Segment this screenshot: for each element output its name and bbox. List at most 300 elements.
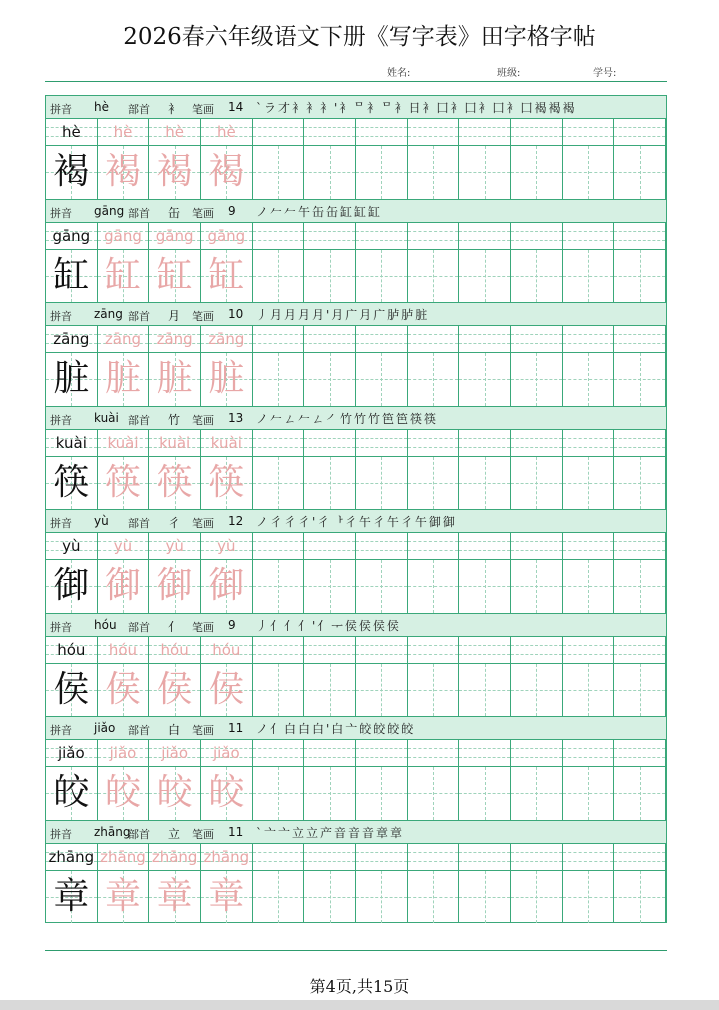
strokes-value: 12 <box>228 514 244 528</box>
pinyin-value: zhāng <box>94 824 131 839</box>
hanzi-cell[interactable] <box>563 146 615 199</box>
pinyin-row <box>46 637 666 664</box>
hanzi-cell[interactable] <box>304 767 356 820</box>
radical-label: 部首 <box>128 724 150 737</box>
pinyin-cell <box>201 844 253 870</box>
hanzi-cell[interactable] <box>459 146 511 199</box>
pinyin-cell[interactable] <box>356 533 408 559</box>
pinyin-cell[interactable] <box>408 844 460 870</box>
radical-value: 白 <box>168 723 181 737</box>
hanzi-cell[interactable] <box>511 767 563 820</box>
hanzi-cell[interactable] <box>304 560 356 613</box>
hanzi-cell[interactable] <box>614 664 666 717</box>
hanzi-cell[interactable] <box>563 871 615 924</box>
pinyin-trace: yù <box>113 537 133 555</box>
pinyin-cell[interactable] <box>356 223 408 249</box>
pinyin-cell[interactable] <box>511 637 563 663</box>
hanzi-cell <box>46 871 98 924</box>
hanzi-cell[interactable] <box>356 250 408 303</box>
pinyin-cell <box>98 119 150 145</box>
pinyin-value: hóu <box>94 617 117 632</box>
hanzi-cell[interactable] <box>253 353 305 406</box>
pinyin-cell[interactable] <box>614 223 666 249</box>
pinyin-cell <box>201 119 253 145</box>
hanzi-cell[interactable] <box>253 146 305 199</box>
hanzi-cell[interactable] <box>563 560 615 613</box>
pinyin-model: zhāng <box>48 847 95 866</box>
hanzi-cell[interactable] <box>408 250 460 303</box>
strokes-value: 11 <box>228 721 244 735</box>
hanzi-cell[interactable] <box>356 146 408 199</box>
hanzi-cell <box>149 146 201 199</box>
hanzi-trace: 皎 <box>156 772 193 813</box>
pinyin-cell[interactable] <box>459 326 511 352</box>
pinyin-cell[interactable] <box>511 326 563 352</box>
pinyin-cell[interactable] <box>253 740 305 766</box>
pinyin-cell[interactable] <box>408 740 460 766</box>
pinyin-cell[interactable] <box>511 533 563 559</box>
stroke-order: ノ𠂉𠂉午缶缶缸缸缸 <box>256 204 383 219</box>
pinyin-cell[interactable] <box>459 430 511 456</box>
pinyin-cell[interactable] <box>356 326 408 352</box>
hanzi-cell[interactable] <box>511 250 563 303</box>
pinyin-cell[interactable] <box>304 844 356 870</box>
hanzi-model: 褐 <box>53 151 90 192</box>
hanzi-cell[interactable] <box>614 871 666 924</box>
pinyin-cell[interactable] <box>408 533 460 559</box>
pinyin-cell <box>98 740 150 766</box>
pinyin-cell[interactable] <box>408 637 460 663</box>
pinyin-cell[interactable] <box>459 119 511 145</box>
hanzi-trace: 筷 <box>208 461 245 503</box>
pinyin-cell <box>46 119 98 145</box>
hanzi-cell[interactable] <box>511 560 563 613</box>
pinyin-trace: zhāng <box>100 847 146 866</box>
character-block <box>45 199 667 303</box>
hanzi-trace: 章 <box>156 875 193 917</box>
hanzi-cell[interactable] <box>253 560 305 613</box>
pinyin-cell[interactable] <box>356 637 408 663</box>
radical-value: 月 <box>168 309 181 323</box>
hanzi-cell[interactable] <box>356 664 408 717</box>
pinyin-cell[interactable] <box>304 740 356 766</box>
pinyin-trace: gāng <box>207 226 246 245</box>
hanzi-trace: 皎 <box>208 772 245 813</box>
hanzi-cell[interactable] <box>304 457 356 510</box>
hanzi-cell[interactable] <box>614 146 666 199</box>
pinyin-cell[interactable] <box>614 740 666 766</box>
pinyin-cell[interactable] <box>614 637 666 663</box>
pinyin-cell[interactable] <box>614 430 666 456</box>
hanzi-cell[interactable] <box>408 871 460 924</box>
hanzi-cell[interactable] <box>563 664 615 717</box>
hanzi-cell[interactable] <box>614 767 666 820</box>
hanzi-cell[interactable] <box>614 457 666 510</box>
pinyin-cell[interactable] <box>304 637 356 663</box>
hanzi-trace: 褐 <box>104 151 141 192</box>
hanzi-cell[interactable] <box>563 457 615 510</box>
pinyin-cell[interactable] <box>253 637 305 663</box>
strokes-value: 11 <box>228 824 244 839</box>
pinyin-row <box>46 119 666 146</box>
hanzi-row <box>46 353 666 406</box>
strokes-label: 笔画 <box>192 413 214 427</box>
hanzi-trace: 侯 <box>156 668 193 710</box>
hanzi-trace: 御 <box>208 565 245 606</box>
character-block <box>45 613 667 717</box>
pinyin-trace: zhāng <box>203 847 250 866</box>
pinyin-cell[interactable] <box>253 844 305 870</box>
character-block <box>45 716 667 820</box>
hanzi-trace: 御 <box>156 565 193 606</box>
pinyin-cell[interactable] <box>253 119 305 145</box>
hanzi-cell[interactable] <box>304 146 356 199</box>
hanzi-cell[interactable] <box>253 250 305 303</box>
hanzi-cell[interactable] <box>356 353 408 406</box>
strokes-label: 笔画 <box>192 620 214 634</box>
hanzi-model: 皎 <box>53 772 90 813</box>
hanzi-cell[interactable] <box>356 767 408 820</box>
hanzi-row <box>46 457 666 510</box>
pinyin-cell[interactable] <box>356 844 408 870</box>
pinyin-row <box>46 533 666 560</box>
character-header <box>46 613 666 637</box>
hanzi-cell[interactable] <box>356 457 408 510</box>
pinyin-cell <box>98 430 150 456</box>
hanzi-cell <box>98 457 150 510</box>
hanzi-trace: 筷 <box>104 461 141 503</box>
hanzi-cell[interactable] <box>459 457 511 510</box>
pinyin-cell <box>149 326 201 352</box>
stroke-order: ノ亻白白白'白亠皎皎皎皎 <box>256 722 416 736</box>
hanzi-cell[interactable] <box>459 250 511 303</box>
hanzi-cell[interactable] <box>304 664 356 717</box>
pinyin-cell[interactable] <box>511 844 563 870</box>
pinyin-label: 拼音 <box>50 310 72 323</box>
pinyin-trace: jiǎo <box>212 744 240 762</box>
pinyin-row <box>46 430 666 457</box>
pinyin-value: gāng <box>94 203 125 218</box>
pinyin-label: 拼音 <box>50 827 72 841</box>
pinyin-cell <box>98 223 150 249</box>
pinyin-cell[interactable] <box>459 740 511 766</box>
hanzi-row <box>46 146 666 199</box>
hanzi-row <box>46 250 666 303</box>
strokes-label: 笔画 <box>192 724 214 737</box>
hanzi-cell <box>201 767 253 820</box>
hanzi-cell[interactable] <box>408 767 460 820</box>
hanzi-model: 侯 <box>53 668 90 710</box>
radical-value: 竹 <box>168 412 181 427</box>
pinyin-model: gāng <box>52 226 91 245</box>
pinyin-cell[interactable] <box>563 637 615 663</box>
strokes-label: 笔画 <box>192 103 214 116</box>
hanzi-cell[interactable] <box>459 871 511 924</box>
radical-label: 部首 <box>128 827 150 841</box>
pinyin-cell <box>149 740 201 766</box>
hanzi-cell <box>98 560 150 613</box>
strokes-label: 笔画 <box>192 517 214 530</box>
pinyin-label: 拼音 <box>50 517 72 530</box>
pinyin-cell[interactable] <box>511 223 563 249</box>
pinyin-value: jiǎo <box>94 721 116 735</box>
pinyin-cell[interactable] <box>304 326 356 352</box>
radical-value: 衤 <box>168 102 181 116</box>
pinyin-cell <box>46 223 98 249</box>
stroke-order: 丿月月月月'月广月广胪胪脏 <box>256 308 430 322</box>
character-header <box>46 716 666 740</box>
class-label: 班级: <box>497 68 521 79</box>
pinyin-trace: kuài <box>210 433 242 452</box>
hanzi-cell <box>46 250 98 303</box>
hanzi-cell <box>46 457 98 510</box>
hanzi-cell[interactable] <box>408 664 460 717</box>
strokes-value: 13 <box>228 410 244 425</box>
pinyin-cell[interactable] <box>304 223 356 249</box>
pinyin-cell[interactable] <box>459 844 511 870</box>
hanzi-cell <box>201 353 253 406</box>
pinyin-cell[interactable] <box>511 430 563 456</box>
hanzi-cell[interactable] <box>511 664 563 717</box>
pinyin-cell[interactable] <box>563 326 615 352</box>
hanzi-trace: 脏 <box>104 358 141 399</box>
pinyin-model: jiǎo <box>57 744 85 762</box>
hanzi-cell <box>98 767 150 820</box>
pinyin-cell[interactable] <box>304 119 356 145</box>
pinyin-cell[interactable] <box>614 119 666 145</box>
hanzi-row <box>46 767 666 820</box>
hanzi-cell <box>46 353 98 406</box>
hanzi-cell[interactable] <box>459 664 511 717</box>
radical-value: 彳 <box>168 516 181 530</box>
hanzi-cell <box>201 146 253 199</box>
pinyin-cell[interactable] <box>253 430 305 456</box>
pinyin-label: 拼音 <box>50 206 72 220</box>
pinyin-trace: kuài <box>107 433 139 452</box>
pinyin-cell[interactable] <box>563 533 615 559</box>
pinyin-cell <box>149 637 201 663</box>
hanzi-cell[interactable] <box>304 250 356 303</box>
pinyin-cell[interactable] <box>408 430 460 456</box>
radical-label: 部首 <box>128 310 150 323</box>
pinyin-cell[interactable] <box>459 533 511 559</box>
pinyin-cell <box>46 740 98 766</box>
pinyin-cell[interactable] <box>356 430 408 456</box>
radical-value: 亻 <box>168 619 181 634</box>
radical-value: 缶 <box>168 205 181 220</box>
pinyin-cell[interactable] <box>356 740 408 766</box>
hanzi-cell[interactable] <box>408 457 460 510</box>
hanzi-row <box>46 871 666 924</box>
hanzi-trace: 章 <box>208 875 245 917</box>
pinyin-cell <box>149 844 201 870</box>
hanzi-cell[interactable] <box>408 353 460 406</box>
pinyin-value: zāng <box>94 307 123 321</box>
pinyin-trace: yù <box>165 537 184 555</box>
pinyin-value: kuài <box>94 410 119 425</box>
pinyin-trace: jiǎo <box>109 744 137 762</box>
hanzi-cell[interactable] <box>356 871 408 924</box>
pinyin-trace: zāng <box>208 330 245 348</box>
pinyin-cell[interactable] <box>511 740 563 766</box>
strokes-value: 14 <box>228 100 244 114</box>
pinyin-cell[interactable] <box>408 119 460 145</box>
pinyin-value: yù <box>94 514 109 528</box>
pinyin-cell[interactable] <box>511 119 563 145</box>
hanzi-cell <box>98 250 150 303</box>
hanzi-cell <box>149 560 201 613</box>
pinyin-cell[interactable] <box>408 326 460 352</box>
hanzi-cell[interactable] <box>253 871 305 924</box>
pinyin-cell <box>201 533 253 559</box>
hanzi-cell[interactable] <box>511 146 563 199</box>
hanzi-cell[interactable] <box>304 871 356 924</box>
pinyin-cell[interactable] <box>304 430 356 456</box>
hanzi-cell <box>149 664 201 717</box>
hanzi-trace: 缸 <box>104 254 141 296</box>
pinyin-model: hè <box>61 123 81 141</box>
radical-value: 立 <box>168 826 181 841</box>
pinyin-label: 拼音 <box>50 620 72 634</box>
hanzi-cell[interactable] <box>459 560 511 613</box>
character-block <box>45 95 667 199</box>
pinyin-trace: yù <box>217 537 236 555</box>
hanzi-cell[interactable] <box>511 871 563 924</box>
pinyin-cell <box>46 637 98 663</box>
pinyin-cell[interactable] <box>563 740 615 766</box>
pinyin-cell[interactable] <box>614 326 666 352</box>
character-header <box>46 820 666 844</box>
stroke-order: ノ𠂉ㄥ𠂉ㄥ㇒竹竹竹笆笆筷筷 <box>256 411 439 426</box>
character-header <box>46 95 666 119</box>
hanzi-cell[interactable] <box>614 560 666 613</box>
hanzi-model: 章 <box>53 875 90 917</box>
pinyin-cell[interactable] <box>563 430 615 456</box>
page-footer: 第4页,共15页 <box>309 977 410 996</box>
hanzi-row <box>46 664 666 717</box>
pinyin-cell <box>201 740 253 766</box>
pinyin-value: hè <box>94 100 109 114</box>
pinyin-cell[interactable] <box>563 223 615 249</box>
hanzi-trace: 脏 <box>208 358 245 399</box>
hanzi-cell <box>98 353 150 406</box>
pinyin-cell[interactable] <box>304 533 356 559</box>
pinyin-cell[interactable] <box>614 844 666 870</box>
character-header <box>46 406 666 430</box>
pinyin-label: 拼音 <box>50 103 72 116</box>
hanzi-cell[interactable] <box>304 353 356 406</box>
character-block <box>45 820 667 924</box>
hanzi-row <box>46 560 666 613</box>
pinyin-cell <box>201 430 253 456</box>
hanzi-cell[interactable] <box>563 250 615 303</box>
pinyin-cell[interactable] <box>563 119 615 145</box>
pinyin-cell[interactable] <box>253 533 305 559</box>
character-header <box>46 199 666 223</box>
pinyin-cell[interactable] <box>459 223 511 249</box>
hanzi-cell[interactable] <box>511 353 563 406</box>
hanzi-cell <box>46 560 98 613</box>
pinyin-cell <box>201 223 253 249</box>
pinyin-cell <box>98 844 150 870</box>
hanzi-cell <box>149 457 201 510</box>
pinyin-row <box>46 740 666 767</box>
pinyin-cell <box>46 430 98 456</box>
hanzi-cell[interactable] <box>563 353 615 406</box>
stroke-order: `亠亠立立产音音音章章 <box>256 825 405 840</box>
hanzi-cell[interactable] <box>459 767 511 820</box>
pinyin-cell <box>149 533 201 559</box>
pinyin-cell <box>46 326 98 352</box>
hanzi-cell[interactable] <box>408 560 460 613</box>
pinyin-cell <box>98 326 150 352</box>
pinyin-cell[interactable] <box>356 119 408 145</box>
pinyin-cell[interactable] <box>563 844 615 870</box>
scrollbar[interactable] <box>0 1000 719 1010</box>
pinyin-row <box>46 223 666 250</box>
strokes-value: 9 <box>228 617 236 632</box>
pinyin-model: kuài <box>55 433 87 452</box>
hanzi-cell[interactable] <box>563 767 615 820</box>
practice-grid <box>45 95 667 923</box>
hanzi-cell <box>149 767 201 820</box>
hanzi-cell <box>201 457 253 510</box>
pinyin-cell <box>46 844 98 870</box>
hanzi-trace: 筷 <box>156 461 193 503</box>
radical-label: 部首 <box>128 413 150 427</box>
pinyin-trace: hè <box>113 123 133 141</box>
pinyin-cell <box>46 533 98 559</box>
pinyin-model: yù <box>62 537 81 555</box>
hanzi-trace: 侯 <box>208 668 245 710</box>
hanzi-model: 筷 <box>53 461 90 503</box>
character-header <box>46 302 666 326</box>
hanzi-cell[interactable] <box>253 457 305 510</box>
name-label: 姓名: <box>387 68 411 79</box>
hanzi-cell[interactable] <box>356 560 408 613</box>
hanzi-cell[interactable] <box>408 146 460 199</box>
hanzi-cell[interactable] <box>253 664 305 717</box>
hanzi-cell <box>98 664 150 717</box>
hanzi-cell[interactable] <box>614 250 666 303</box>
hanzi-cell[interactable] <box>253 767 305 820</box>
pinyin-cell[interactable] <box>614 533 666 559</box>
pinyin-trace: zhāng <box>151 847 198 866</box>
pinyin-model: zāng <box>53 330 90 348</box>
pinyin-cell <box>201 637 253 663</box>
stroke-order: 丿亻亻亻'亻ᅮ侯侯侯侯 <box>256 618 401 633</box>
hanzi-cell <box>201 250 253 303</box>
pinyin-cell[interactable] <box>459 637 511 663</box>
hanzi-trace: 缸 <box>156 254 193 296</box>
hanzi-cell[interactable] <box>459 353 511 406</box>
hanzi-cell[interactable] <box>614 353 666 406</box>
hanzi-cell[interactable] <box>511 457 563 510</box>
pinyin-cell[interactable] <box>253 223 305 249</box>
pinyin-trace: zāng <box>156 330 193 348</box>
pinyin-cell[interactable] <box>253 326 305 352</box>
radical-label: 部首 <box>128 620 150 634</box>
hanzi-cell <box>98 871 150 924</box>
pinyin-cell[interactable] <box>408 223 460 249</box>
pinyin-cell <box>98 533 150 559</box>
hanzi-cell <box>149 353 201 406</box>
hanzi-model: 脏 <box>53 358 90 399</box>
pinyin-trace: gāng <box>104 226 142 245</box>
radical-label: 部首 <box>128 206 150 220</box>
hanzi-trace: 脏 <box>156 358 193 399</box>
hanzi-cell <box>46 146 98 199</box>
